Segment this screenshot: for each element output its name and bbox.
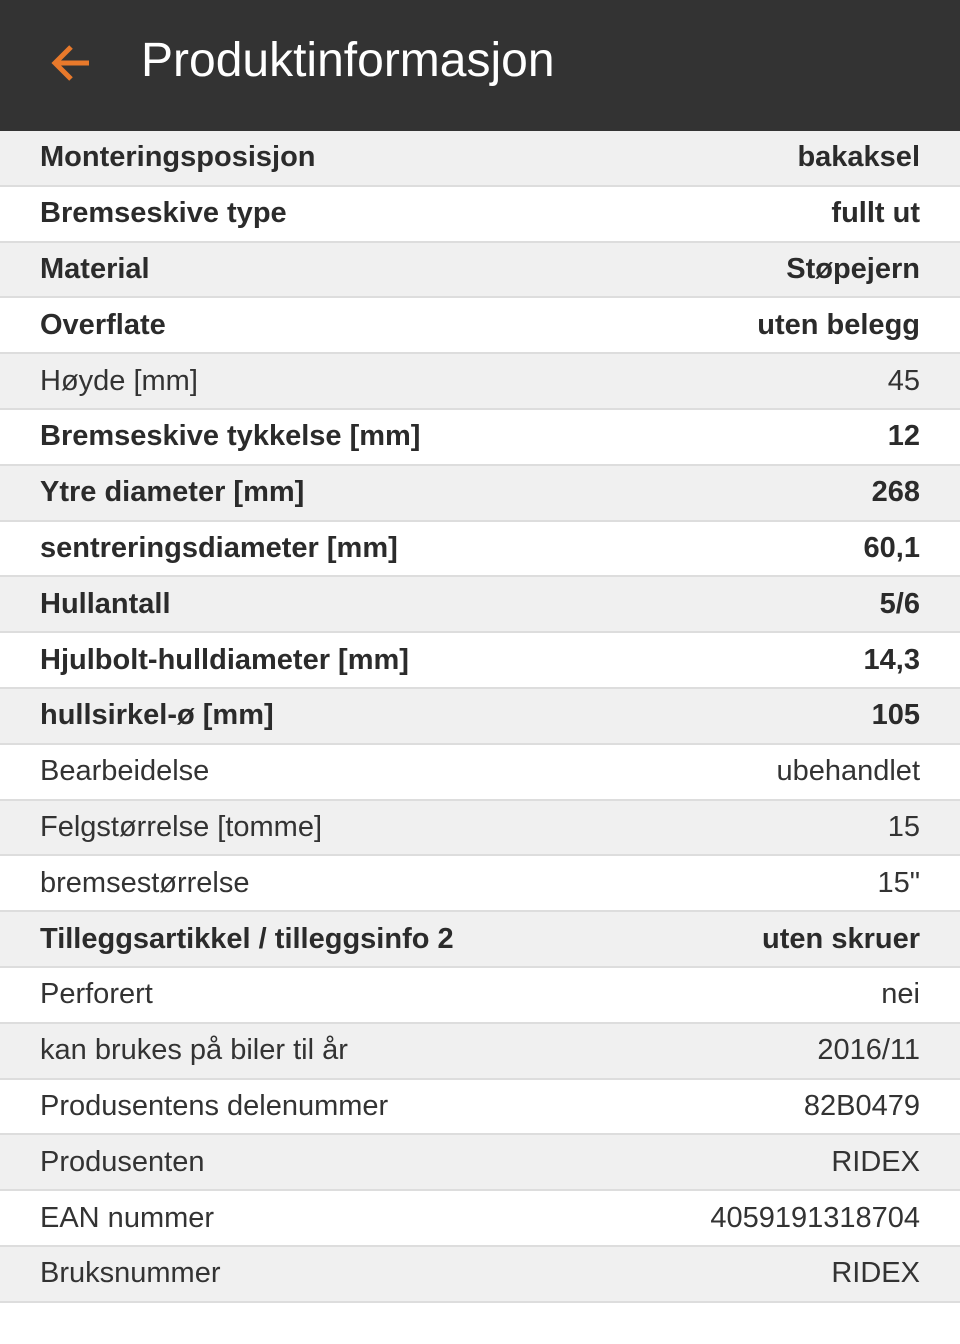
spec-value: RIDEX: [831, 1145, 920, 1178]
spec-row-centering-diameter: [0, 522, 960, 578]
spec-label: hullsirkel-ø [mm]: [40, 699, 274, 732]
spec-row-brake-size: [0, 856, 960, 912]
spec-label: Bruksnummer: [40, 1257, 221, 1290]
spec-label: sentreringsdiameter [mm]: [40, 531, 398, 564]
spec-row-processing: [0, 745, 960, 801]
spec-value: bakaksel: [797, 141, 920, 174]
spec-value: uten skruer: [762, 922, 920, 955]
spec-value: 4059191318704: [710, 1201, 920, 1234]
spec-value: 60,1: [863, 531, 920, 564]
spec-row-surface: [0, 298, 960, 354]
back-button[interactable]: [44, 36, 98, 90]
spec-value: fullt ut: [831, 197, 920, 230]
spec-label: Material: [40, 252, 150, 285]
spec-row-mounting-position: [0, 131, 960, 187]
spec-label: bremsestørrelse: [40, 866, 250, 899]
spec-label: Perforert: [40, 978, 153, 1011]
spec-value: ubehandlet: [776, 755, 920, 788]
spec-label: Ytre diameter [mm]: [40, 476, 305, 509]
spec-value: 15": [877, 866, 920, 899]
spec-value: nei: [881, 978, 920, 1011]
spec-row-height: [0, 354, 960, 410]
spec-row-usage-number: [0, 1247, 960, 1303]
spec-value: 45: [887, 364, 920, 397]
spec-value: 268: [871, 476, 920, 509]
spec-row-disc-type: [0, 187, 960, 243]
spec-label: Bremseskive type: [40, 197, 287, 230]
spec-label: kan brukes på biler til år: [40, 1034, 348, 1067]
spec-label: EAN nummer: [40, 1201, 215, 1234]
spec-row-rim-size: [0, 801, 960, 857]
spec-value: 15: [887, 810, 920, 843]
spec-row-hole-circle: [0, 689, 960, 745]
spec-row-usable-until-year: [0, 1024, 960, 1080]
spec-label: Bremseskive tykkelse [mm]: [40, 420, 421, 453]
spec-label: Høyde [mm]: [40, 364, 198, 397]
spec-row-bolt-hole-diameter: [0, 633, 960, 689]
spec-value: Støpejern: [786, 252, 920, 285]
spec-label: Felgstørrelse [tomme]: [40, 810, 322, 843]
spec-row-perforated: [0, 968, 960, 1024]
spec-row-material: [0, 243, 960, 299]
spec-label: Overflate: [40, 308, 166, 341]
spec-label: Produsentens delenummer: [40, 1089, 389, 1122]
spec-row-hole-count: [0, 577, 960, 633]
spec-label: Hjulbolt-hulldiameter [mm]: [40, 643, 409, 676]
spec-row-ean-number: [0, 1191, 960, 1247]
spec-row-thickness: [0, 410, 960, 466]
spec-value: 12: [887, 420, 920, 453]
app-bar: [0, 0, 960, 131]
spec-value: RIDEX: [831, 1257, 920, 1290]
spec-value: 82B0479: [803, 1089, 920, 1122]
spec-list: [0, 131, 960, 1303]
spec-value: uten belegg: [757, 308, 920, 341]
spec-value: 105: [871, 699, 920, 732]
page-title: Produktinformasjon: [141, 34, 555, 87]
spec-label: Hullantall: [40, 587, 171, 620]
spec-label: Tilleggsartikkel / tilleggsinfo 2: [40, 922, 454, 955]
spec-row-outer-diameter: [0, 466, 960, 522]
spec-label: Produsenten: [40, 1145, 205, 1178]
spec-row-manufacturer-part-number: [0, 1080, 960, 1136]
spec-value: 2016/11: [817, 1034, 920, 1067]
spec-row-additional-article: [0, 912, 960, 968]
spec-label: Bearbeidelse: [40, 755, 210, 788]
spec-row-manufacturer: [0, 1135, 960, 1191]
spec-value: 14,3: [863, 643, 920, 676]
arrow-left-icon: [49, 43, 93, 83]
spec-value: 5/6: [879, 587, 920, 620]
spec-label: Monteringsposisjon: [40, 141, 316, 174]
